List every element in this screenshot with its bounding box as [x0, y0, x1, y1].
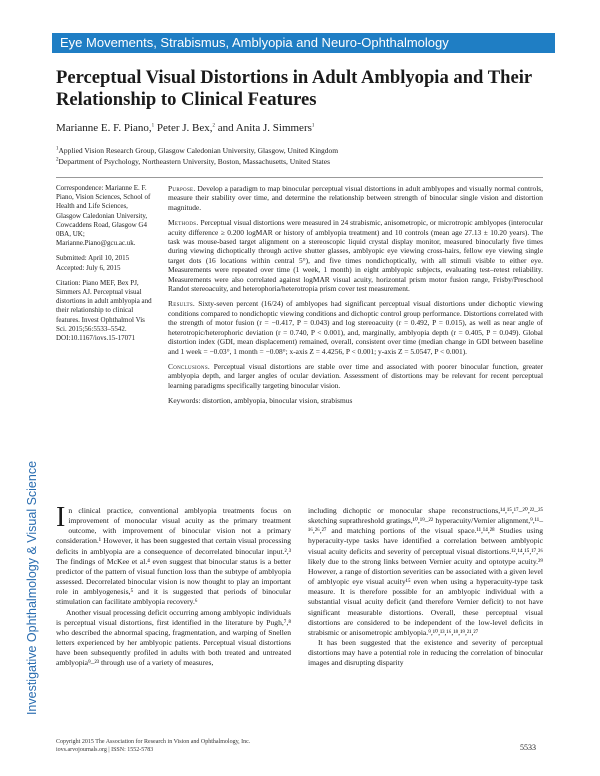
author-name: Peter J. Bex, [156, 122, 213, 134]
body-paragraph: It has been suggested that the existence and severity of perceptual distortions may have a potential role in reducing the correlation of binocular images and disrupting disparity [308, 638, 543, 668]
correspondence: Correspondence: Marianne E. F. Piano, Vision Sciences, School of Health and Life Sciences, Glasgow Caledonian University, Cowcaddens Road, Glasgow G4 0BA, UK; Marianne.Piano@gcu.ac.uk. [56, 184, 151, 248]
divider [56, 177, 543, 178]
author-affil-sup: 1 [311, 123, 315, 129]
affiliation-line [56, 157, 546, 168]
affiliations [56, 146, 546, 167]
author-name: Marianne E. F. Piano, [56, 122, 152, 134]
body-paragraph: Another visual processing deficit occurring among amblyopic individuals is perceptual visual distortions, first identified in the literature by Pugh,⁷,⁸ who described the abnormal spacing, fragmentation, and warping of Snellen letters experienced by her amblyopic patients. Perceptual visual distortions have been subsequently profiled in adults with both treated and untreated amblyopia⁹–²³ through use of a variety of measures, [56, 607, 291, 668]
abstract-results [168, 299, 543, 355]
affiliation-text: Applied Vision Research Group, Glasgow Caledonian University, Glasgow, United Kingdom [58, 146, 339, 155]
body-column-left [56, 502, 291, 669]
section-banner: Eye Movements, Strabismus, Amblyopia and Neuro-Ophthalmology [52, 33, 555, 53]
copyright: Copyright 2015 The Association for Research in Vision and Ophthalmology, Inc. [56, 739, 251, 745]
paragraph-text: n clinical practice, conventional amblyopia treatments focus on improvement of monocular visual acuity as the primary treatment outcome, with improvement of binocular vision not a primary consideration.¹ However, it has been suggested that certain visual processing deficits in amblyopia are a consequence of decorrelated binocular input.²,³ The findings of McKee et al.⁴ even suggest that binocular status is a better predictor of the pattern of visual function loss than the subtype of amblyopia assessed. Decorrelated binocular vision is now thought to play an important role in amblyogenesis,⁵ and it is suggested that periods of binocular stimulation can facilitate amblyopia recovery.⁶ [56, 506, 291, 607]
body-paragraph [56, 502, 291, 608]
author-name: and Anita J. Simmers [217, 122, 312, 134]
purpose-text: Develop a paradigm to map binocular perceptual visual distortions in adult amblyopes and visually normal controls, measure their stability over time, and determine the relationship between strength of binocular single vision and distortion magnitude. [168, 184, 543, 212]
affiliation-sup: 1 [56, 146, 59, 152]
body-paragraph: including dichoptic or monocular shape reconstructions,¹⁴,¹⁵,¹⁷–²⁰,²²–²⁵ sketching suprathreshold gratings,¹⁰,¹⁹–²² hyperacuity/Vernier alignment,⁹,¹¹–¹⁶,²⁶,²⁷ and matching portions of the visual space.¹¹,¹⁴,²⁸ Studies using hyperacuity-type tasks have identified a correlation between amblyopic visual acuity deficits and severity of perceptual visual distortions.¹²,¹⁴,¹⁵,¹⁷,²⁶ likely due to the strong links between Vernier acuity and optotype acuity.²⁹ However, a range of distortion severities can be associated with a given level of amblyopic eye visual acuity¹⁵ even when using a hyperacuity-type task measure. It is therefore possible for an amblyopic individual with a substantial visual acuity deficit (and therefore Vernier deficit) to not have significant measurable distortions. Overall, these perceptual visual distortions are considered to be independent of the low-level deficits in strabismic or anisometropic amblyopia.⁹,¹⁰,¹³,¹⁶,¹⁸,¹⁹,²¹,²⁷ [308, 506, 543, 637]
methods-text: Perceptual visual distortions were measured in 24 strabismic, anisometropic, or microtropic amblyopes (interocular acuity difference ≥ 0.200 logMAR or history of amblyopia treatment) and 10 controls (mean age 27.13 ± 10.20 years). The task was mouse-based target alignment on a stereoscopic liquid crystal display monitor, measured binocularly five times during viewing dichoptically through active shutter glasses, amblyopic eye viewing cross-hairs, fellow eye viewing single target dots (16 locations within central 5°), and five times nondichoptically, with all stimuli visible to either eye. Measurements were repeated over time (1 week, 1 month) in eight amblyopic subjects, evaluating test–retest reliability. Measurements were also correlated against logMAR visual acuity, horizontal prism motor fusion range, Frisby/Preschool Randot stereoacuity, and heterophoria/heterotropia prism cover test measurement. [168, 218, 543, 294]
body-column-right [308, 506, 543, 669]
conclusions-label: Conclusions. [168, 361, 211, 371]
affiliation-line [56, 146, 546, 157]
affiliation-sup: 2 [56, 157, 59, 162]
conclusions-text: Perceptual visual distortions are stable over time and associated with poorer binocular function, greater amblyopia depth, and larger angles of ocular deviation. Assessment of distortions may be relevant for recent perceptual learning paradigms specifically targeting binocular vision. [168, 361, 543, 390]
abstract-conclusions [168, 362, 543, 390]
page-footer [56, 738, 250, 754]
keywords: Keywords: distortion, amblyopia, binocular vision, strabismus [168, 396, 353, 406]
affiliation-text: Department of Psychology, Northeastern University, Boston, Massachusetts, United States [58, 156, 330, 166]
author-list [56, 122, 314, 134]
citation: Citation: Piano MEF, Bex PJ, Simmers AJ. Perceptual visual distortions in adult amblyopia and their relationship to clinical features. Invest Ophthalmol Vis Sci. 2015;56:5533–5542. DOI:10.1167/iovs.15-17071 [56, 278, 152, 343]
results-label: Results. [168, 299, 196, 309]
abstract [168, 184, 543, 406]
purpose-label: Purpose. [168, 184, 196, 193]
article-meta [56, 184, 153, 349]
article-title: Perceptual Visual Distortions in Adult Amblyopia and Their Relationship to Clinical Features [56, 67, 532, 110]
accepted-date: Accepted: July 6, 2015 [56, 263, 121, 272]
drop-cap: I [56, 502, 66, 533]
submitted-date: Submitted: April 10, 2015 [56, 254, 130, 263]
author-affil-sup: 2 [212, 123, 216, 129]
abstract-methods [168, 218, 543, 293]
journal-sidebar-text: Investigative Ophthalmology & Visual Science [25, 460, 39, 716]
results-text: Sixty-seven percent (16/24) of amblyopes had significant perceptual visual distortions under dichoptic viewing conditions compared to nondichoptic viewing conditions and dichoptic control group performance. Distortions correlated with the strength of motor fusion (r = −0.417, P = 0.043) and log stereoacuity (r = 0.492, P = 0.015), as well as near angle of heterotropic/heterophoric deviation (r = 0.740, P < 0.001), and, marginally, amblyopia depth (r = 0.405, P = 0.049). Global distortion index (GDI, mean displacement) remained, overall, consistent over time (median change in GDI between baseline and 1 week = −0.03°, 1 month = −0.08°; x-axis Z = 4.4256, P < 0.001; y-axis Z = 5.0547, P < 0.001). [168, 299, 543, 356]
journal-sidebar [23, 460, 41, 716]
page-number: 5533 [520, 743, 536, 752]
methods-label: Methods. [168, 218, 199, 228]
journal-issn: iovs.arvojournals.org | ISSN: 1552-5783 [56, 747, 154, 753]
author-affil-sup: 1 [151, 123, 155, 129]
abstract-purpose [168, 184, 543, 212]
